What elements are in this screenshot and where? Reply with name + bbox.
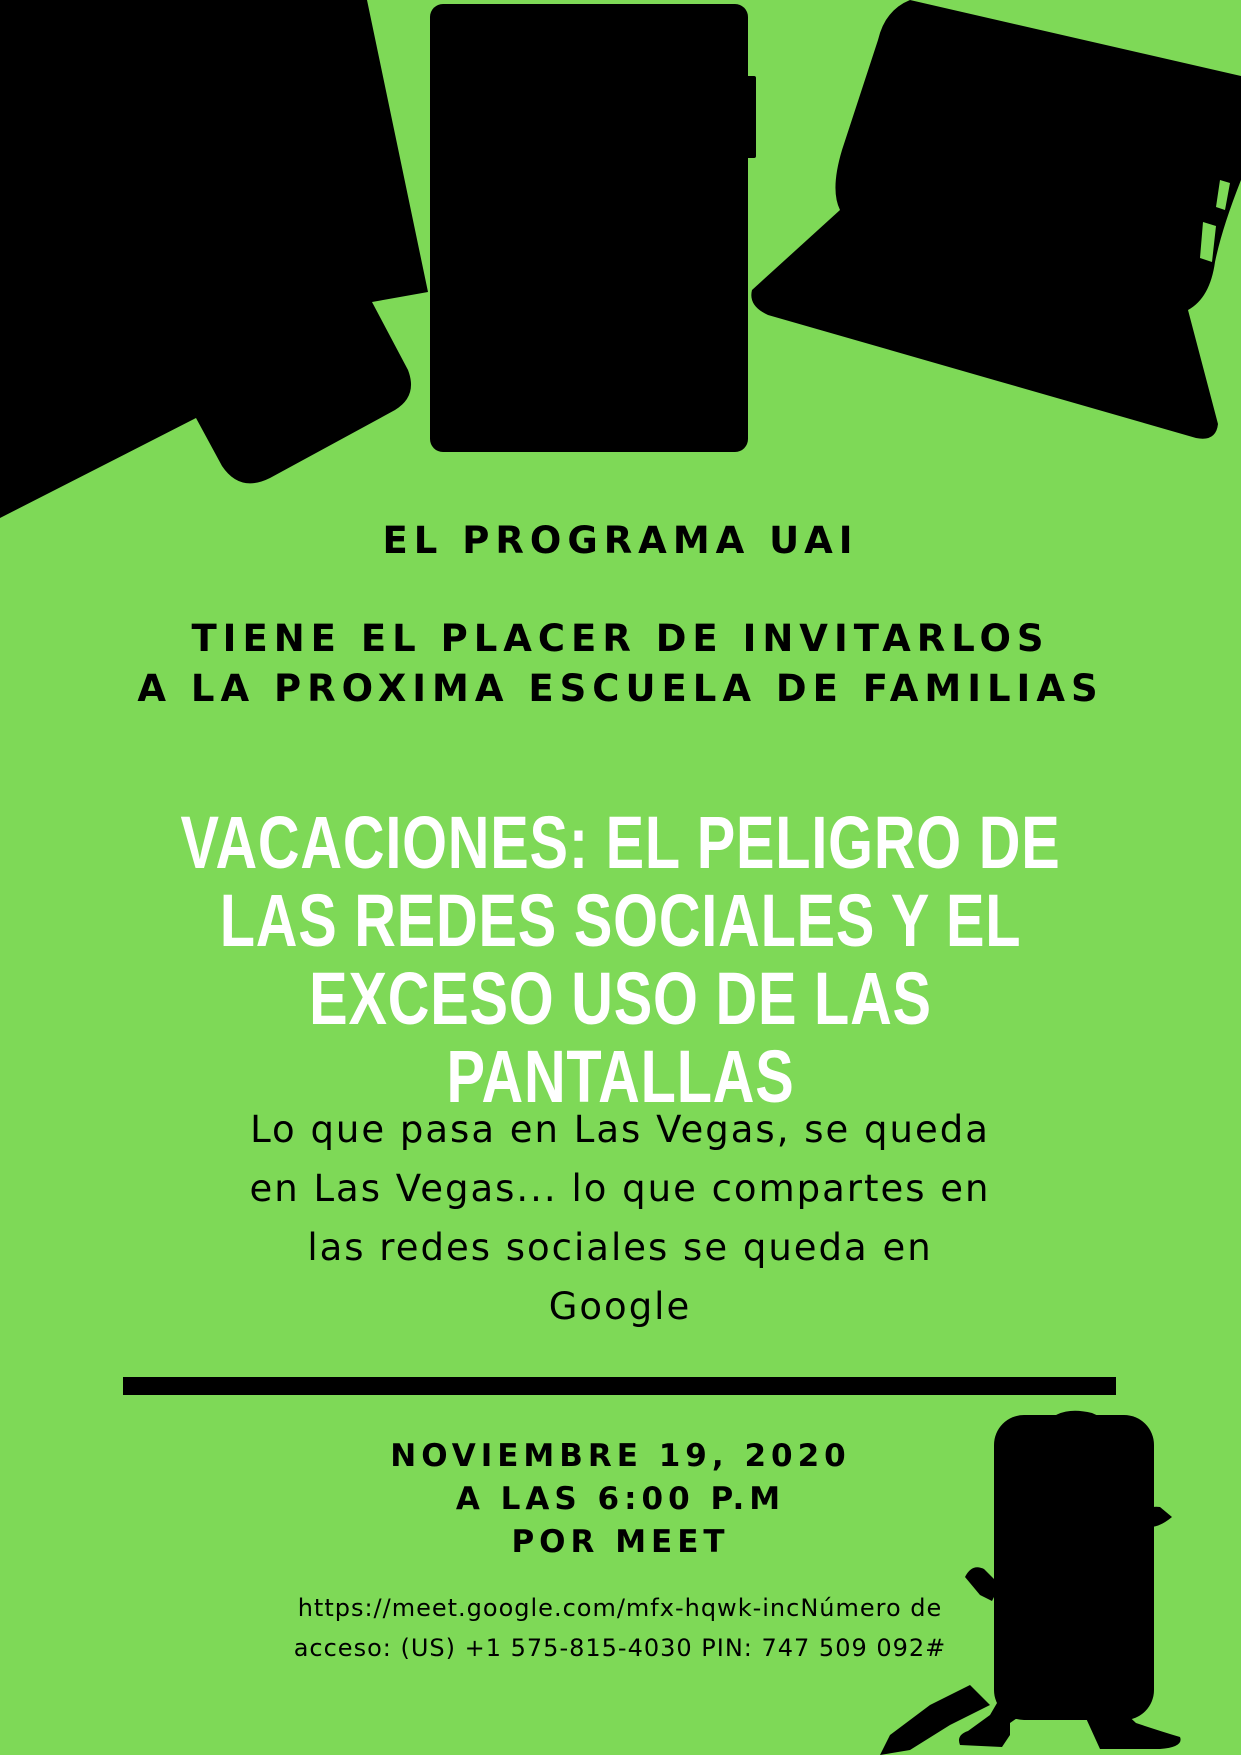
meeting-access-info[interactable]: https://meet.google.com/mfx-hqwk-incNúmero de acceso: (US) +1 575-815-4030 PIN: 747 509 092#	[293, 1594, 947, 1662]
device-silhouettes-top	[0, 0, 1241, 530]
event-date: NOVIEMBRE 19, 2020	[390, 1438, 851, 1474]
event-tagline: Lo que pasa en Las Vegas, se queda en Las Vegas... lo que compartes en las redes sociales se queda en Google	[249, 1108, 991, 1328]
event-platform: POR MEET	[511, 1524, 730, 1560]
invitation-line-2: A LA PROXIMA ESCUELA DE FAMILIAS	[137, 667, 1104, 710]
invitation-text	[0, 614, 1241, 714]
invitation-line-1: TIENE EL PLACER DE INVITARLOS	[191, 617, 1050, 660]
event-time: A LAS 6:00 P.M	[455, 1481, 786, 1517]
event-title: VACACIONES: EL PELIGRO DE LAS REDES SOCIALES Y EL EXCESO USO DE LAS PANTALLAS	[180, 801, 1061, 1118]
event-details	[0, 1435, 1241, 1564]
tablet-icon	[0, 0, 428, 518]
divider	[123, 1377, 1116, 1395]
phone-icon	[430, 4, 756, 452]
tablet-icon	[751, 0, 1241, 439]
program-title: EL PROGRAMA UAI	[382, 519, 859, 562]
